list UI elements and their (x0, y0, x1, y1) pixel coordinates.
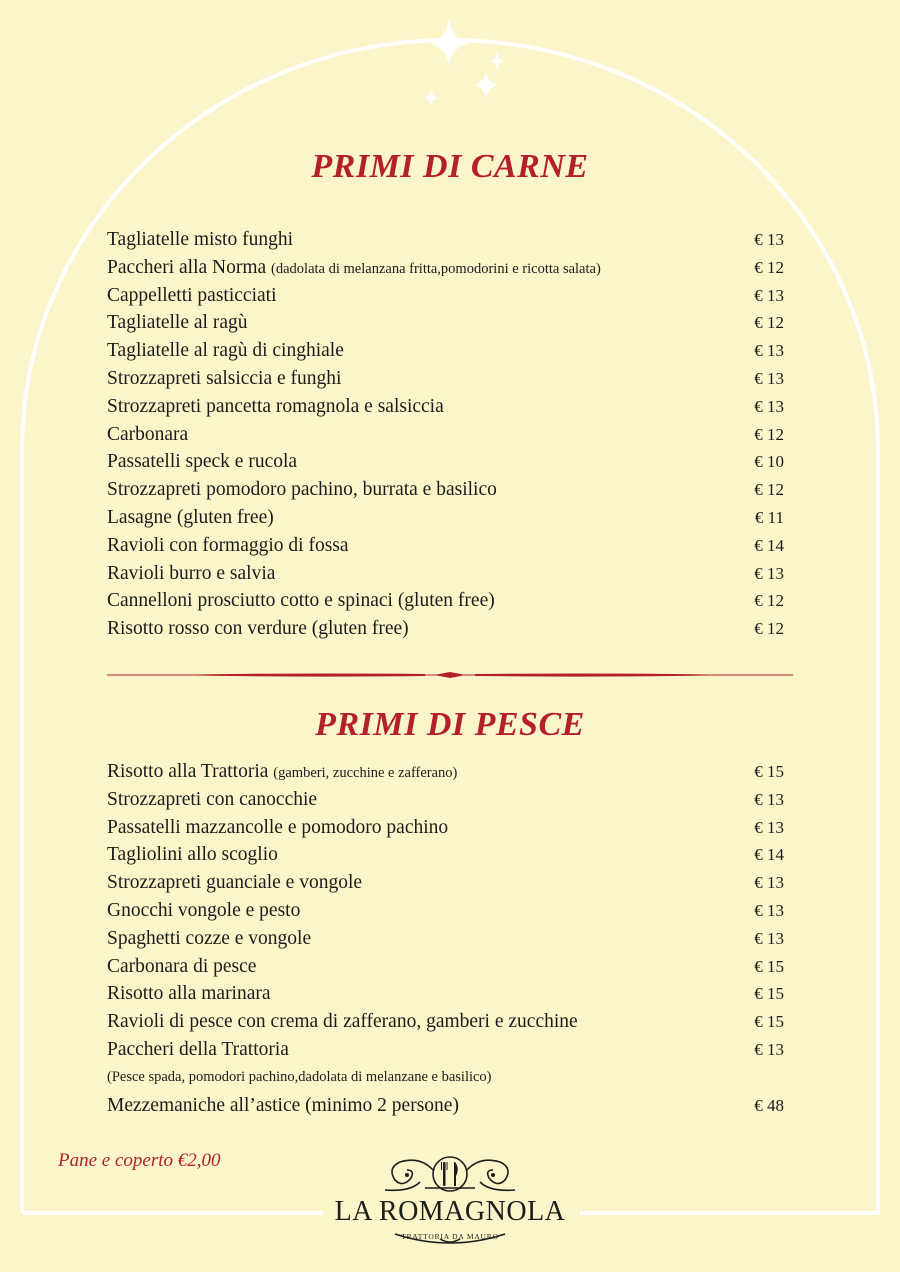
dish-name: Ravioli burro e salvia (107, 562, 276, 584)
dish-name: Carbonara di pesce (107, 955, 257, 977)
menu-item (107, 587, 784, 615)
dish-price: € 12 (754, 313, 784, 333)
dish-name: Spaghetti cozze e vongole (107, 927, 312, 949)
dish-name: Passatelli speck e rucola (107, 451, 298, 473)
dish-price: € 15 (754, 956, 784, 976)
menu-item (107, 309, 784, 337)
dish-price: € 12 (754, 480, 784, 500)
dish-name: Strozzapreti pancetta romagnola e salsiccia (107, 395, 444, 417)
dish-name: Passatelli mazzancolle e pomodoro pachino (107, 816, 449, 838)
menu-list-pesce (107, 758, 784, 1119)
dish-price: € 13 (754, 789, 784, 809)
section-title-carne: PRIMI DI CARNE (311, 148, 589, 185)
dish-description: (Pesce spada, pomodori pachino,dadolata di melanzane e basilico) (107, 1068, 492, 1085)
menu-item (107, 1092, 784, 1120)
menu-item (107, 841, 784, 869)
dish-name: Gnocchi vongole e pesto (107, 899, 301, 921)
dish-name: Cannelloni prosciutto cotto e spinaci (gluten free) (107, 590, 495, 612)
dish-price: € 13 (754, 341, 784, 361)
menu-item (107, 282, 784, 310)
brand-tagline: TRATTORIA DA MAURO (401, 1232, 499, 1241)
menu-item (107, 869, 784, 897)
dish-price: € 13 (754, 1039, 784, 1059)
dish-name: Paccheri alla Norma (107, 256, 267, 278)
dish-name: Lasagne (gluten free) (107, 506, 274, 528)
menu-item (107, 226, 784, 254)
dish-name: Tagliatelle al ragù di cinghiale (107, 340, 344, 362)
dish-price: € 13 (754, 563, 784, 583)
menu-item (107, 758, 784, 786)
dish-price: € 12 (754, 591, 784, 611)
dish-name: Ravioli con formaggio di fossa (107, 534, 349, 556)
dish-name: Mezzemaniche all’astice (minimo 2 persone) (107, 1094, 459, 1116)
dish-price: € 13 (754, 873, 784, 893)
dish-price: € 12 (754, 257, 784, 277)
menu-item (107, 254, 784, 282)
menu-item (107, 953, 784, 981)
brand-name: LA ROMAGNOLA (334, 1196, 566, 1227)
dish-price: € 13 (754, 285, 784, 305)
menu-item (107, 786, 784, 814)
dish-name: Tagliatelle al ragù (107, 312, 248, 334)
dish-price: € 13 (754, 817, 784, 837)
menu-item (107, 814, 784, 842)
dish-price: € 15 (754, 1012, 784, 1032)
menu-item (107, 1036, 784, 1064)
dish-price: € 15 (754, 762, 784, 781)
menu-item (107, 365, 784, 393)
dish-price: € 13 (754, 900, 784, 920)
dish-price: € 12 (754, 424, 784, 444)
menu-item (107, 504, 784, 532)
sparkle-icon (424, 18, 504, 106)
menu-item (107, 897, 784, 925)
dish-price: € 15 (754, 984, 784, 1004)
menu-item (107, 532, 784, 560)
menu-item (107, 393, 784, 421)
dish-name: Tagliatelle misto funghi (107, 229, 294, 250)
menu-item (107, 1008, 784, 1036)
dish-name: Strozzapreti con canocchie (107, 788, 318, 810)
dish-price: € 13 (754, 230, 784, 249)
dish-name: Cappelletti pasticciati (107, 284, 277, 306)
dish-price: € 13 (754, 396, 784, 416)
dish-price: € 11 (754, 507, 784, 527)
cover-charge: Pane e coperto €2,00 (58, 1150, 221, 1171)
menu-item (107, 421, 784, 449)
dish-name: Strozzapreti pomodoro pachino, burrata e basilico (107, 479, 497, 501)
menu-item (107, 980, 784, 1008)
dish-price: € 13 (754, 368, 784, 388)
dish-price: € 10 (754, 452, 784, 472)
dish-price: € 14 (754, 845, 784, 865)
menu-item (107, 476, 784, 504)
menu-item (107, 448, 784, 476)
menu-item (107, 560, 784, 588)
dish-name: Risotto rosso con verdure (gluten free) (107, 618, 409, 640)
menu-item (107, 925, 784, 953)
dish-name: Strozzapreti guanciale e vongole (107, 872, 363, 894)
dish-name: Paccheri della Trattoria (107, 1038, 289, 1060)
menu-item (107, 337, 784, 365)
menu-list-carne (107, 226, 784, 643)
dish-price: € 13 (754, 928, 784, 948)
dish-price: € 14 (754, 535, 784, 555)
dish-price: € 12 (754, 619, 784, 639)
dish-description: (gamberi, zucchine e zafferano) (273, 765, 458, 781)
brand-logo (325, 1148, 575, 1253)
dish-price: € 48 (754, 1095, 784, 1115)
section-title-pesce: PRIMI DI PESCE (315, 706, 585, 743)
ornamental-divider (107, 668, 793, 682)
menu-item (107, 615, 784, 643)
menu-item (107, 1064, 784, 1092)
dish-name: Tagliolini allo scoglio (107, 844, 278, 866)
dish-name: Risotto alla marinara (107, 983, 271, 1005)
dish-name: Strozzapreti salsiccia e funghi (107, 367, 342, 389)
dish-description: (dadolata di melanzana fritta,pomodorini e ricotta salata) (271, 260, 601, 277)
dish-name: Risotto alla Trattoria (107, 761, 269, 782)
dish-name: Carbonara (107, 423, 189, 445)
dish-name: Ravioli di pesce con crema di zafferano, gamberi e zucchine (107, 1011, 578, 1033)
